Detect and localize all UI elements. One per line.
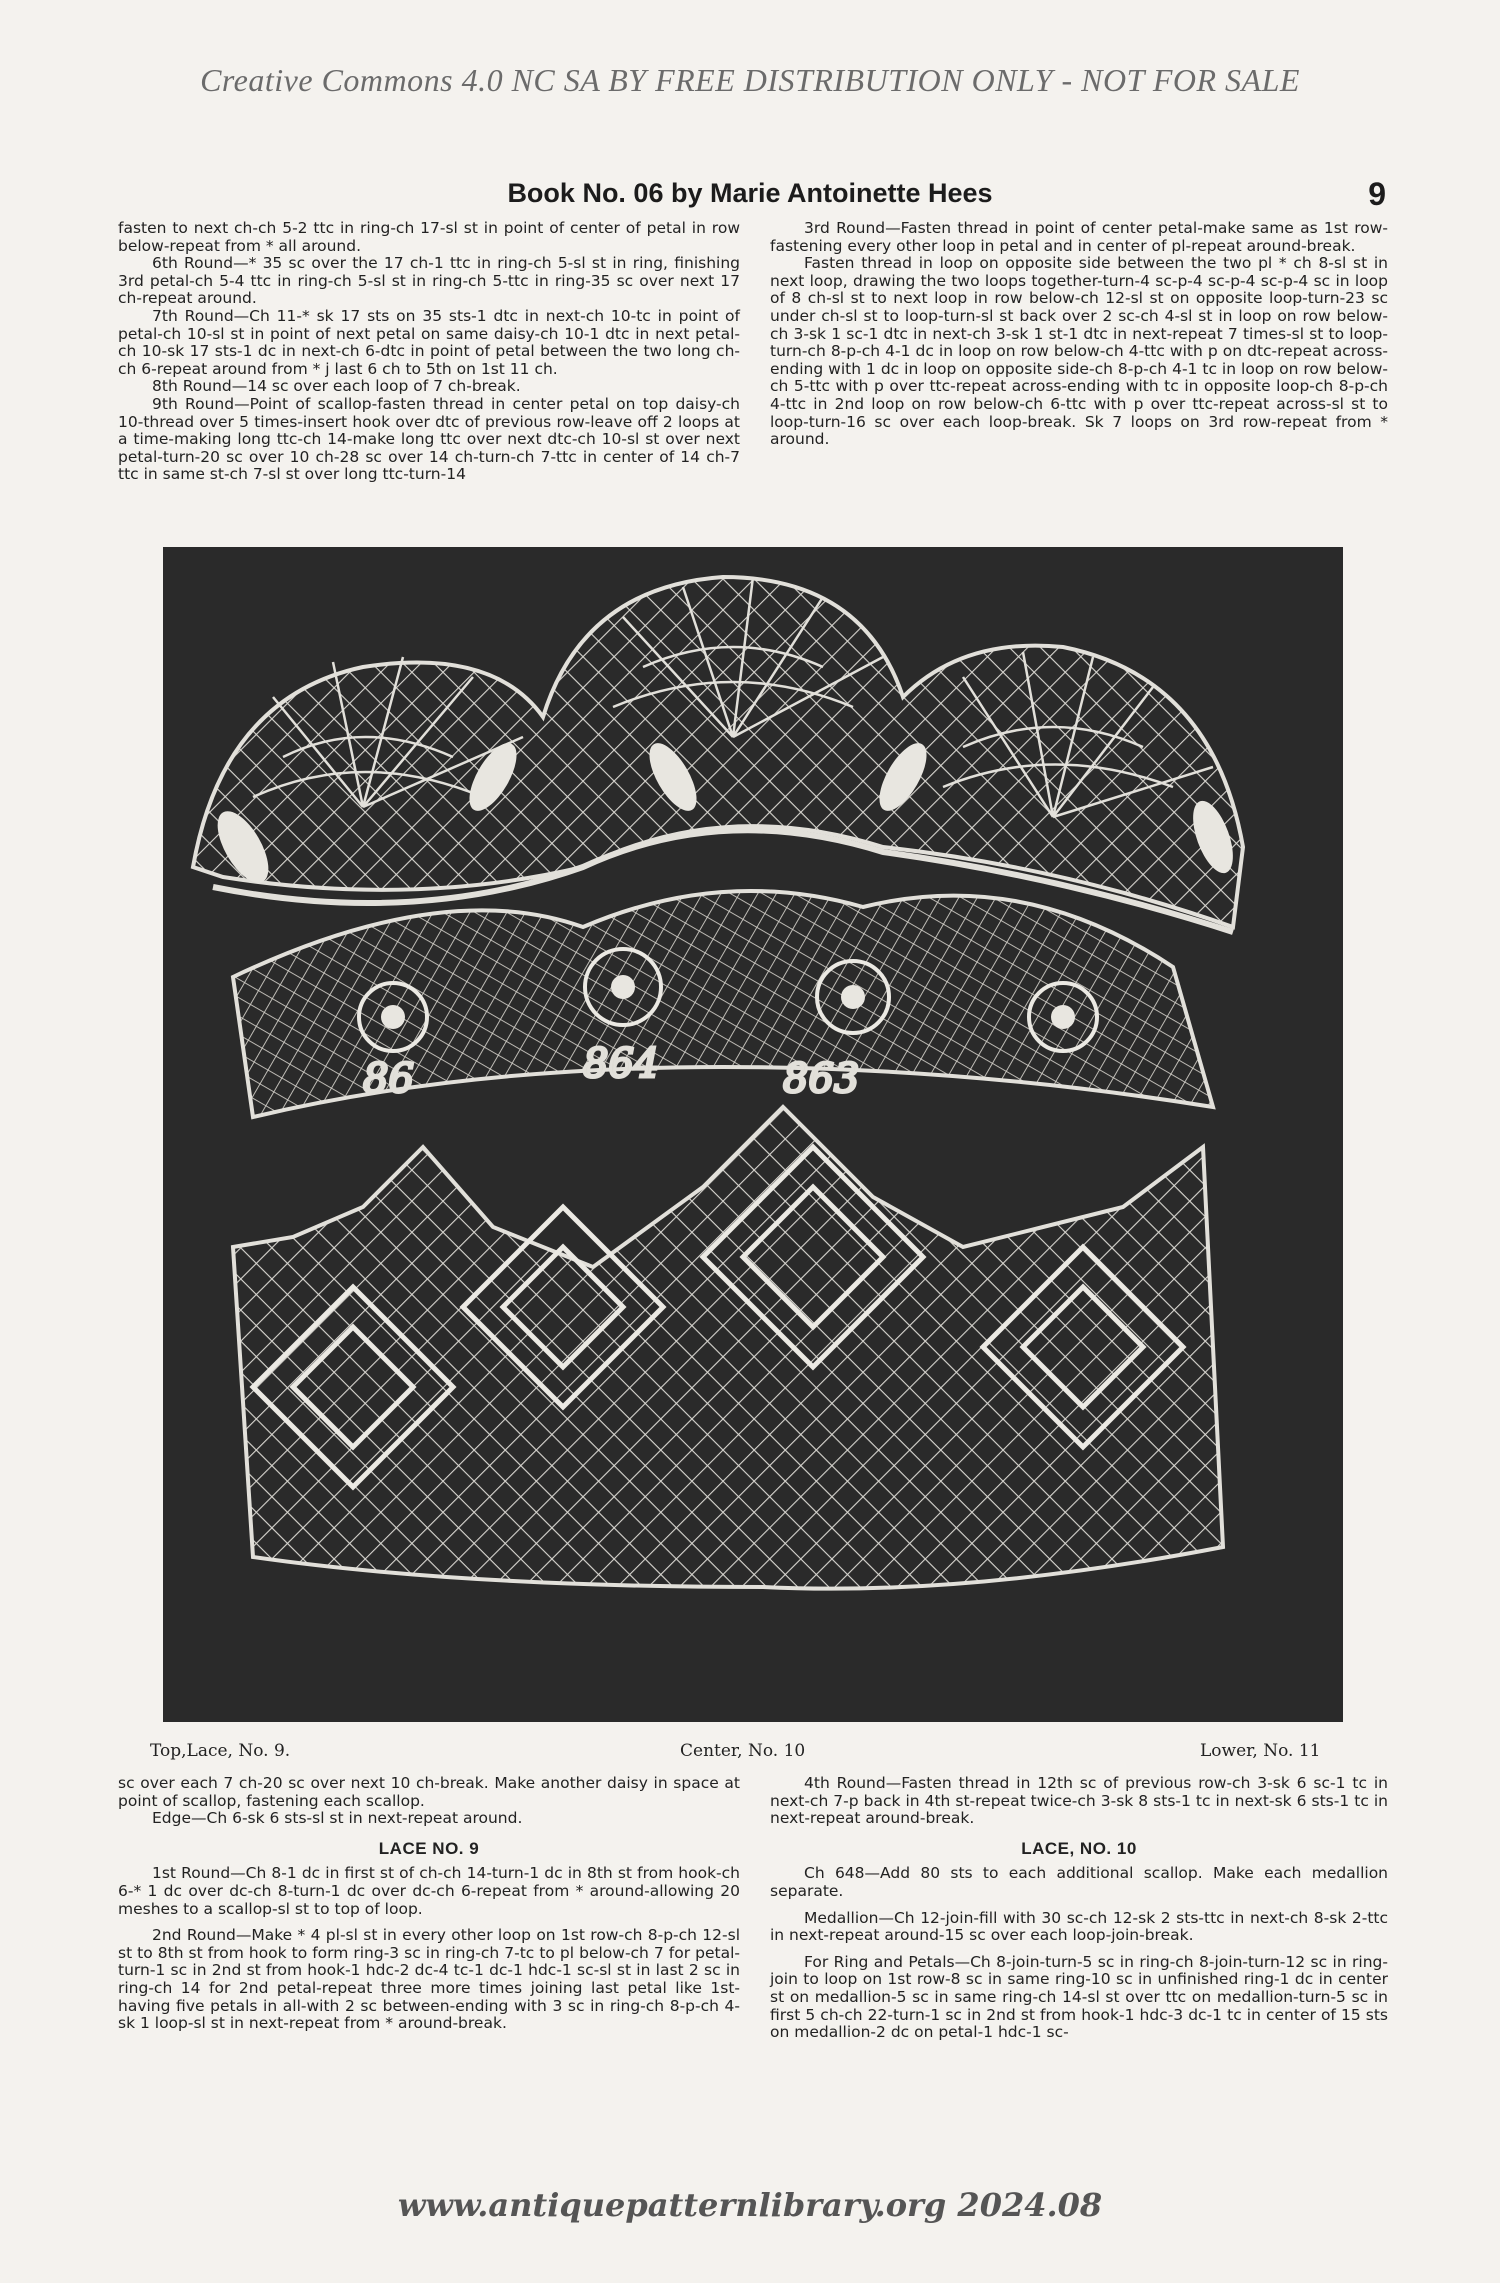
license-banner: Creative Commons 4.0 NC SA BY FREE DISTRIBUTION ONLY - NOT FOR SALE — [200, 62, 1300, 98]
paragraph: 3rd Round—Fasten thread in point of center petal-make same as 1st row-fastening every other loop in petal and in center of pl-repeat around-break. — [770, 219, 1388, 255]
center-lace-number: 863 — [783, 1056, 860, 1102]
paragraph: Edge—Ch 6-sk 6 sts-sl st in next-repeat around. — [152, 1809, 523, 1828]
paragraph: Medallion—Ch 12-join-fill with 30 sc-ch 12-sk 2 sts-ttc in next-ch 8-sk 2-ttc in next-repeat around-15 sc over each loop-join-break. — [770, 1908, 1388, 1945]
text-column-top-left — [118, 220, 740, 484]
caption-center: Center, No. 10 — [680, 1741, 806, 1761]
paragraph: 9th Round—Point of scallop-fasten thread in center petal on top daisy-ch 10-thread over 5 times-insert hook over dtc of previous row-leave off 2 loops at a time-making long ttc-ch 14-make long ttc over next dtc-ch 10-sl st over next petal-turn-20 sc over 10 ch-28 sc over 14 ch-turn-ch 7-ttc in center of 14 ch-7 ttc in same st-ch 7-sl st over long ttc-turn-14 — [118, 394, 740, 484]
section-heading: LACE, NO. 10 — [1021, 1838, 1137, 1858]
book-title: Book No. 06 by Marie Antoinette Hees — [507, 178, 993, 208]
center-lace — [233, 891, 1213, 1117]
footer-url: www.antiquepatternlibrary.org 2024.08 — [397, 2186, 1103, 2224]
center-lace-number: 86 — [363, 1056, 414, 1102]
paragraph: 7th Round—Ch 11-* sk 17 sts on 35 sts-1 dtc in next-ch 10-tc in point of petal-ch 10-sl st in point of next petal on same daisy-ch 10-1 dtc in next petal-ch 10-sk 17 sts-1 dc in next-ch 6-dtc in point of petal between the two long ch-ch 6-repeat around from * j last 6 ch to 5th on 1st 11 ch. — [118, 306, 740, 378]
top-lace — [193, 577, 1243, 932]
caption-lower: Lower, No. 11 — [1200, 1741, 1321, 1761]
paragraph: 6th Round—* 35 sc over the 17 ch-1 ttc in ring-ch 5-sl st in ring, finishing 3rd petal-ch 5-4 ttc in ring-ch 5-sl st in ring-ch 5-ttc in ring-35 sc over next 17 ch-repeat around. — [118, 254, 740, 308]
paragraph: Fasten thread in loop on opposite side between the two pl * ch 8-sl st in next loop, drawing the two loops together-turn-4 sc-p-4 sc-p-4 sc-p-4 sc in loop of 8 ch-sl st to next loop in row below-ch 12-sl st on opposite loop-turn-23 sc under ch-sl st to loop-turn-sl st back over 2 sc-ch 4-sl st in loop on row below-ch 3-sk 1 sc-1 dtc in next-ch 3-sk 1 st-1 dtc in next-repeat 7 times-sl st to loop-turn-ch 8-p-ch 4-1 dc in loop on row below-ch 4-ttc with p on dtc-repeat across-ending with 1 dc in loop on opposite side-ch 8-p-ch 4-1 tc in loop on row below-ch 5-ttc with p over ttc-repeat across-ending with tc in opposite loop-ch 8-p-ch 4-ttc in 2nd loop on row below-ch 6-ttc with p over ttc-repeat across-sl st to loop-turn-16 sc over each loop-break. Sk 7 loops on 3rd row-repeat from * around. — [770, 254, 1388, 449]
paragraph: 1st Round—Ch 8-1 dc in first st of ch-ch 14-turn-1 dc in 8th st from hook-ch 6-* 1 dc over dc-ch 8-turn-1 dc over dc-ch 6-repeat from * around-allowing 20 meshes to a scallop-sl st to top of loop. — [118, 1864, 740, 1918]
paragraph: For Ring and Petals—Ch 8-join-turn-5 sc in ring-ch 8-join-turn-12 sc in ring-join to loop on 1st row-8 sc in same ring-10 sc in unfinished ring-1 dc in center st on medallion-5 sc in same ring-ch 14-sl st over ttc on medallion-turn-5 sc in first 5 ch-ch 22-turn-1 sc in 2nd st from hook-1 hdc-3 dc-1 tc in center of 15 sts on medallion-2 dc on petal-1 hdc-1 sc- — [770, 1952, 1388, 2042]
paragraph: Ch 648—Add 80 sts to each additional scallop. Make each medallion separate. — [770, 1864, 1388, 1900]
section-heading: LACE NO. 9 — [378, 1838, 480, 1858]
caption-top: Top,Lace, No. 9. — [150, 1741, 291, 1761]
paragraph: 8th Round—14 sc over each loop of 7 ch-break. — [152, 377, 521, 396]
paragraph: 4th Round—Fasten thread in 12th sc of previous row-ch 3-sk 6 sc-1 tc in next-ch 7-p back in 4th st-repeat twice-ch 3-sk 8 sts-1 tc in next-sk 6 sts-1 tc in next-repeat around-break. — [770, 1774, 1388, 1828]
paragraph: sc over each 7 ch-20 sc over next 10 ch-break. Make another daisy in space at point of scallop, fastening each scallop. — [118, 1774, 740, 1810]
lace-photograph — [163, 547, 1343, 1722]
paragraph: fasten to next ch-ch 5-2 ttc in ring-ch 17-sl st in point of center of petal in row below-repeat from * all around. — [118, 219, 740, 255]
center-lace-number: 864 — [583, 1041, 660, 1087]
lower-lace — [233, 1107, 1223, 1589]
text-column-top-right — [770, 220, 1388, 449]
text-column-bottom-left — [118, 1775, 740, 2033]
text-column-bottom-right — [770, 1775, 1388, 2042]
paragraph: 2nd Round—Make * 4 pl-sl st in every other loop on 1st row-ch 8-p-ch 12-sl st to 8th st from hook to form ring-3 sc in ring-ch 7-tc to pl below-ch 7 for petal-turn-1 sc in 2nd st from hook-1 hdc-2 dc-4 tc-1 dc-1 hdc-1 sc-sl st in last 2 sc in ring-ch 14 for 2nd petal-repeat three more times joining last petal like 1st-having five petals in all-with 2 sc between-ending with 3 sc in ring-ch 8-p-ch 4-sk 1 loop-sl st in next-repeat from * around-break. — [118, 1926, 740, 2033]
page-number: 9 — [1368, 176, 1386, 212]
